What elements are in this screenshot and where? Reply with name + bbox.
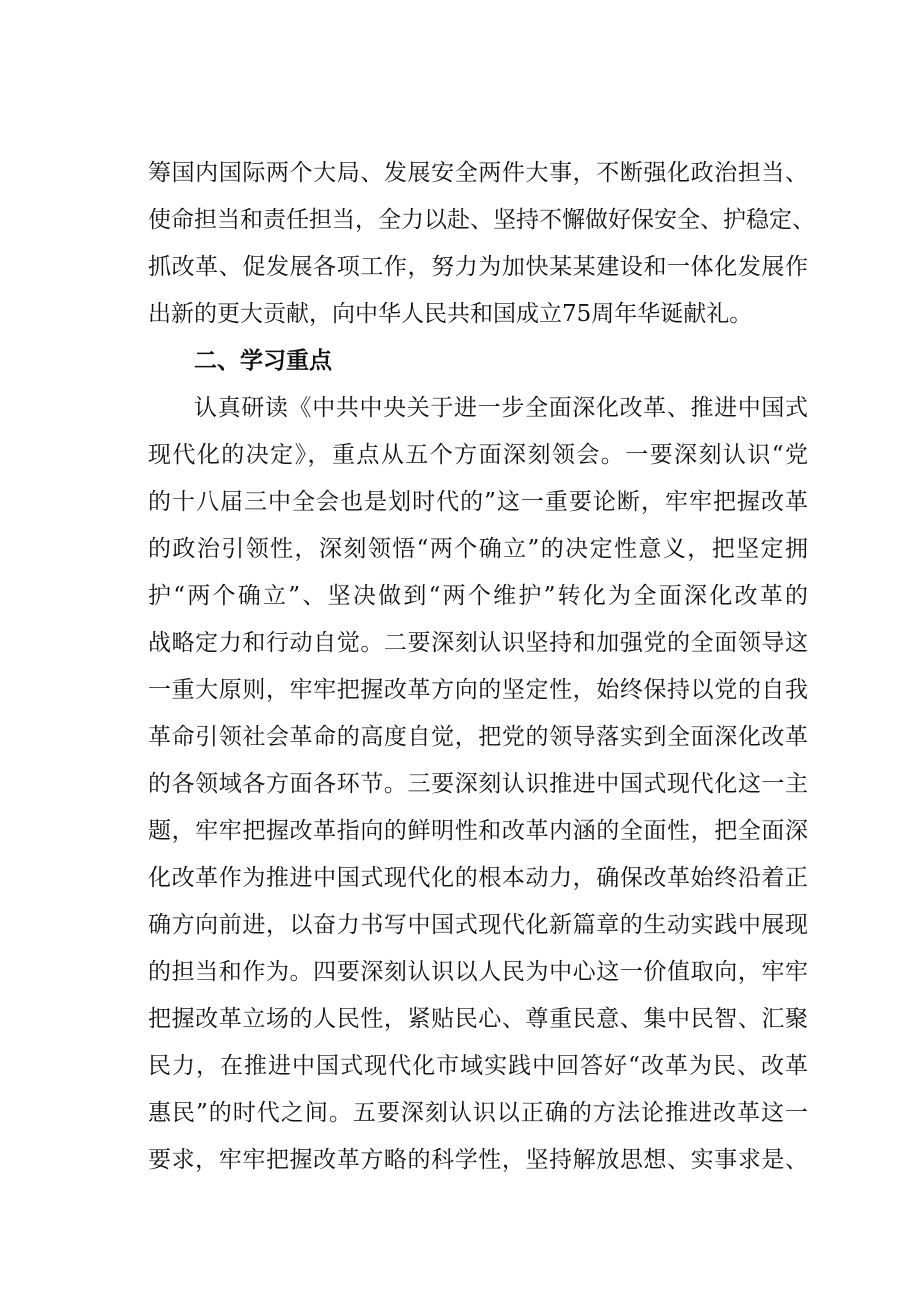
text-line: 的政治引领性，深刻领悟“两个确立”的决定性意义，把坚定拥 — [148, 536, 808, 562]
text-line: 题，牢牢把握改革指向的鲜明性和改革内涵的全面性，把全面深 — [148, 818, 808, 844]
text-line: 战略定力和行动自觉。二要深刻认识坚持和加强党的全面领导这 — [148, 630, 808, 656]
section-heading: 二、学习重点 — [194, 348, 332, 374]
section2-paragraph — [148, 385, 808, 1184]
text-line: 使命担当和责任担当，全力以赴、坚持不懈做好保安全、护稳定、 — [148, 207, 815, 233]
text-line: 革命引领社会革命的高度自觉，把党的领导落实到全面深化改革 — [148, 724, 808, 750]
section1-continuation — [148, 150, 815, 338]
text-line: 把握改革立场的人民性，紧贴民心、尊重民意、集中民智、汇聚 — [148, 1006, 808, 1032]
text-line: 出新的更大贡献，向中华人民共和国成立75周年华诞献礼。 — [148, 301, 753, 327]
text-line: 一重大原则，牢牢把握改革方向的坚定性，始终保持以党的自我 — [148, 677, 808, 703]
text-line: 惠民”的时代之间。五要深刻认识以正确的方法论推进改革这一 — [148, 1100, 808, 1126]
text-line: 抓改革、促发展各项工作，努力为加快某某建设和一体化发展作 — [148, 254, 808, 280]
text-line: 的十八届三中全会也是划时代的”这一重要论断，牢牢把握改革 — [148, 489, 808, 515]
document-body — [148, 150, 815, 1184]
text-line: 的担当和作为。四要深刻认识以人民为中心这一价值取向，牢牢 — [148, 959, 808, 985]
text-line: 的各领域各方面各环节。三要深刻认识推进中国式现代化这一主 — [148, 771, 808, 797]
text-line: 现代化的决定》，重点从五个方面深刻领会。一要深刻认识“党 — [148, 442, 808, 468]
text-line: 民力，在推进中国式现代化市域实践中回答好“改革为民、改革 — [148, 1053, 808, 1079]
text-line: 护“两个确立”、坚决做到“两个维护”转化为全面深化改革的 — [148, 583, 808, 609]
text-line: 确方向前进，以奋力书写中国式现代化新篇章的生动实践中展现 — [148, 912, 808, 938]
text-line: 认真研读《中共中央关于进一步全面深化改革、推进中国式 — [194, 395, 808, 421]
text-line: 筹国内国际两个大局、发展安全两件大事，不断强化政治担当、 — [148, 160, 808, 186]
text-line: 化改革作为推进中国式现代化的根本动力，确保改革始终沿着正 — [148, 865, 808, 891]
text-line: 要求，牢牢把握改革方略的科学性，坚持解放思想、实事求是、 — [148, 1147, 808, 1173]
